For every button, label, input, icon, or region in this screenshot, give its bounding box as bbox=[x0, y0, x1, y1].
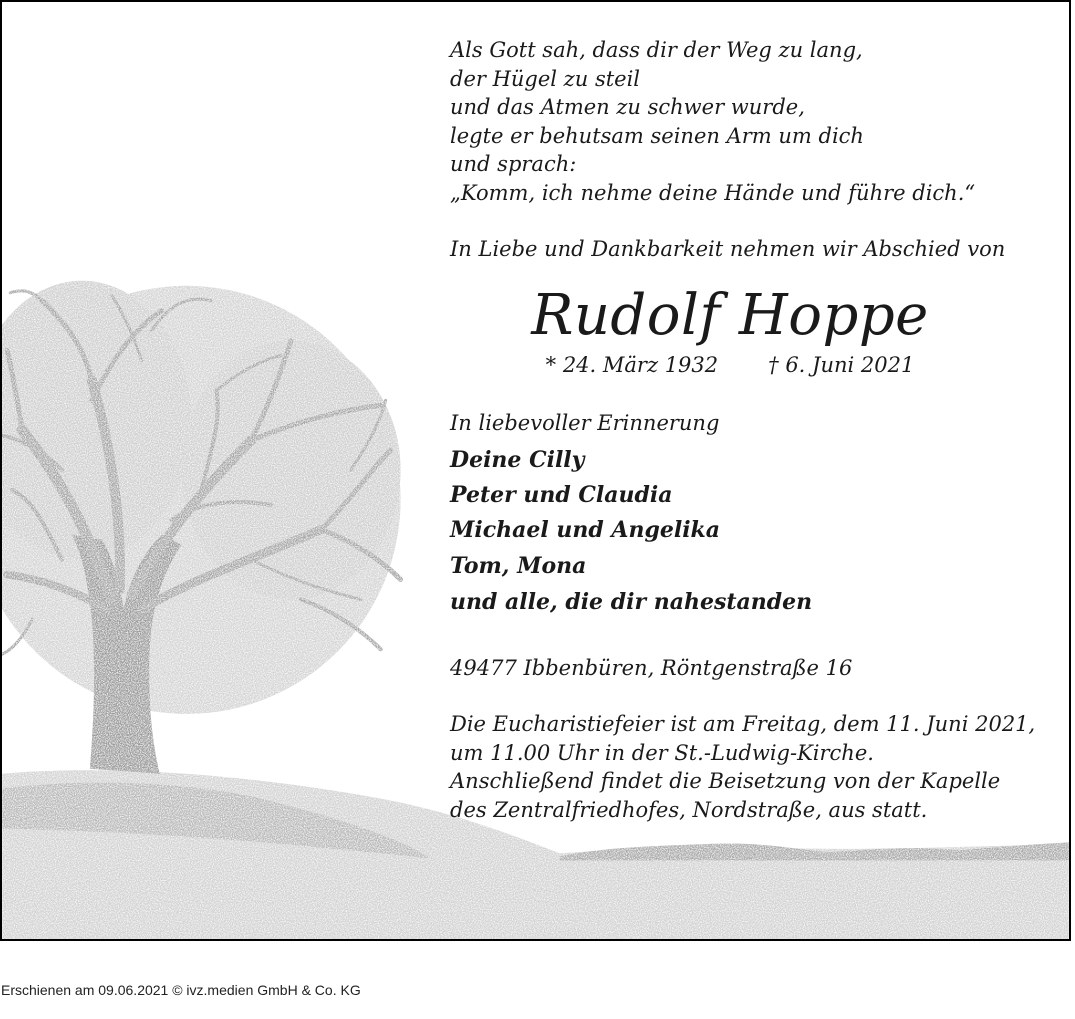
poem bbox=[450, 36, 1020, 207]
memory-line: In liebevoller Erinnerung bbox=[450, 411, 720, 435]
farewell-intro: In Liebe und Dankbarkeit nehmen wir Abschied von bbox=[450, 237, 1006, 261]
poem-line: „Komm, ich nehme deine Hände und führe dich.“ bbox=[450, 180, 976, 205]
service-line: des Zentralfriedhofes, Nordstraße, aus statt. bbox=[450, 797, 928, 822]
service-line: Die Eucharistiefeier ist am Freitag, dem 11. Juni 2021, bbox=[450, 712, 1036, 736]
poem-line: der Hügel zu steil bbox=[450, 66, 641, 91]
signer: Deine Cilly bbox=[450, 447, 585, 473]
life-dates bbox=[450, 351, 1010, 379]
birth-date: * 24. März 1932 bbox=[545, 353, 719, 377]
deceased-name: Rudolf Hoppe bbox=[531, 283, 929, 348]
service-info bbox=[450, 710, 1036, 824]
publication-footer: Erschienen am 09.06.2021 © ivz.medien GmbH & Co. KG bbox=[1, 982, 361, 998]
service-line: um 11.00 Uhr in der St.-Ludwig-Kirche. bbox=[450, 740, 874, 765]
notice-text bbox=[450, 36, 1036, 824]
death-date: † 6. Juni 2021 bbox=[768, 353, 915, 377]
signer: und alle, die dir nahestanden bbox=[450, 589, 813, 615]
signers bbox=[450, 443, 1020, 620]
address: 49477 Ibbenbüren, Röntgenstraße 16 bbox=[450, 656, 853, 680]
signer: Peter und Claudia bbox=[450, 482, 673, 508]
service-line: Anschließend findet die Beisetzung von der Kapelle bbox=[450, 769, 1001, 793]
poem-line: Als Gott sah, dass dir der Weg zu lang, bbox=[450, 38, 863, 62]
poem-line: und sprach: bbox=[450, 152, 577, 176]
signer: Tom, Mona bbox=[450, 553, 587, 579]
poem-line: und das Atmen zu schwer wurde, bbox=[450, 95, 805, 119]
poem-line: legte er behutsam seinen Arm um dich bbox=[450, 123, 864, 148]
signer: Michael und Angelika bbox=[450, 517, 721, 543]
